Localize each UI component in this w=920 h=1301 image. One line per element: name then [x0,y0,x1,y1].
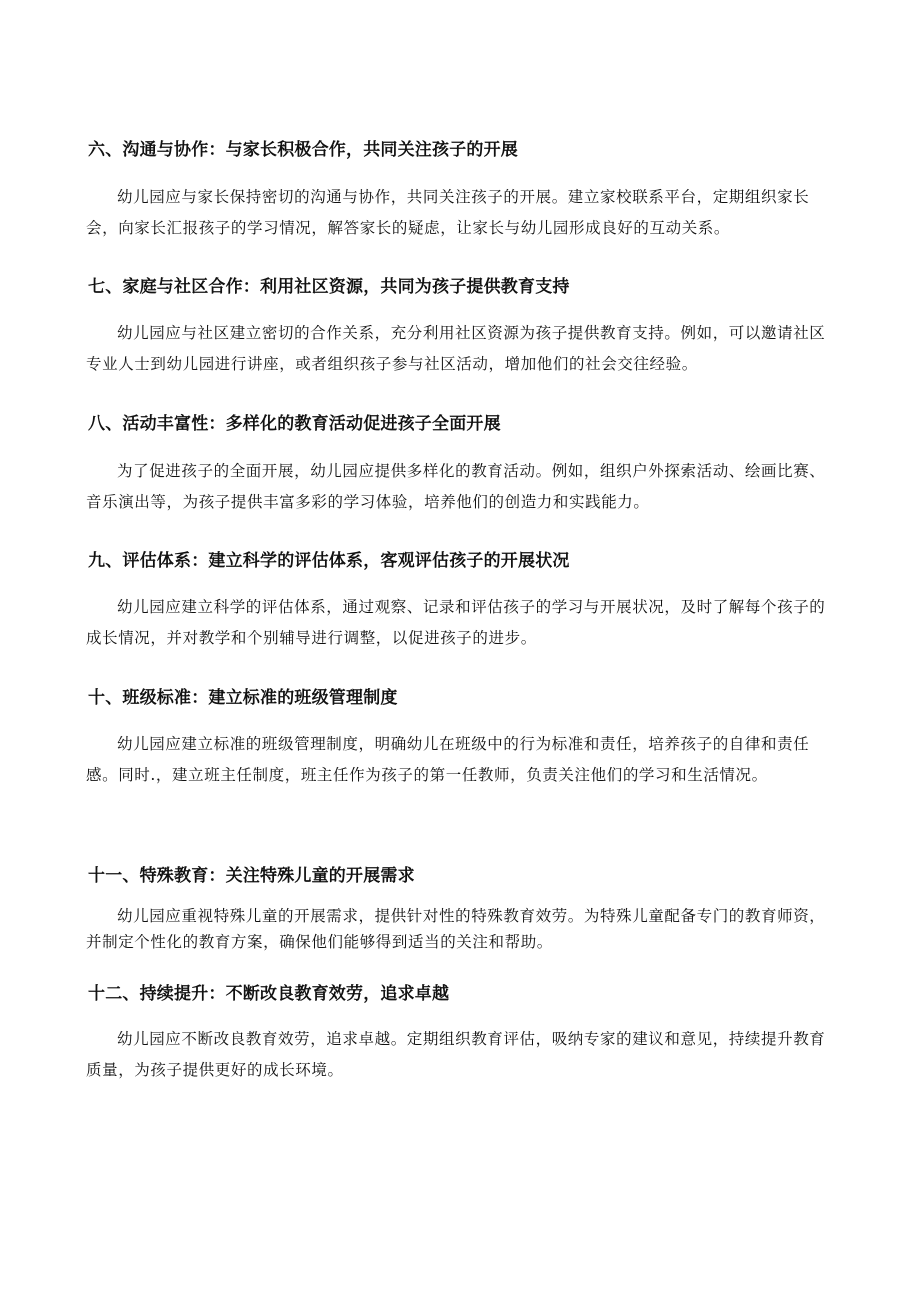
section-paragraph-9: 幼儿园应建立科学的评估体系，通过观察、记录和评估孩子的学习与开展状况，及时了解每个孩子的成长情况，并对教学和个别辅导进行调整，以促进孩子的进步。 [86,598,826,647]
section-heading-11: 十一、特殊教育：关注特殊儿童的开展需求 [88,866,415,886]
section-paragraph-10: 幼儿园应建立标准的班级管理制度，明确幼儿在班级中的行为标准和责任，培养孩子的自律和责任感。同时.，建立班主任制度，班主任作为孩子的第一任教师，负责关注他们的学习和生活情况。 [86,735,810,784]
section-heading-7: 七、家庭与社区合作：利用社区资源，共同为孩子提供教育支持 [88,277,570,297]
section-paragraph-6: 幼儿园应与家长保持密切的沟通与协作，共同关注孩子的开展。建立家校联系平台，定期组织家长会，向家长汇报孩子的学习情况，解答家长的疑虑，让家长与幼儿园形成良好的互动关系。 [86,188,810,237]
section-paragraph-12: 幼儿园应不断改良教育效劳，追求卓越。定期组织教育评估，吸纳专家的建议和意见，持续提升教育质量，为孩子提供更好的成长环境。 [86,1030,826,1079]
section-paragraph-11: 幼儿园应重视特殊儿童的开展需求，提供针对性的特殊教育效劳。为特殊儿童配备专门的教育师资，并制定个性化的教育方案，确保他们能够得到适当的关注和帮助。 [86,907,826,951]
section-heading-12: 十二、持续提升：不断改良教育效劳，追求卓越 [88,984,450,1004]
section-paragraph-7: 幼儿园应与社区建立密切的合作关系，充分利用社区资源为孩子提供教育支持。例如，可以邀请社区专业人士到幼儿园进行讲座，或者组织孩子参与社区活动，增加他们的社会交往经验。 [86,324,826,373]
section-heading-9: 九、评估体系：建立科学的评估体系，客观评估孩子的开展状况 [88,551,570,571]
section-heading-10: 十、班级标准：建立标准的班级管理制度 [88,688,398,708]
section-heading-6: 六、沟通与协作：与家长积极合作，共同关注孩子的开展 [88,140,518,160]
section-heading-8: 八、活动丰富性：多样化的教育活动促进孩子全面开展 [88,414,501,434]
section-paragraph-8: 为了促进孩子的全面开展，幼儿园应提供多样化的教育活动。例如，组织户外探索活动、绘画比赛、音乐演出等，为孩子提供丰富多彩的学习体验，培养他们的创造力和实践能力。 [86,462,826,511]
